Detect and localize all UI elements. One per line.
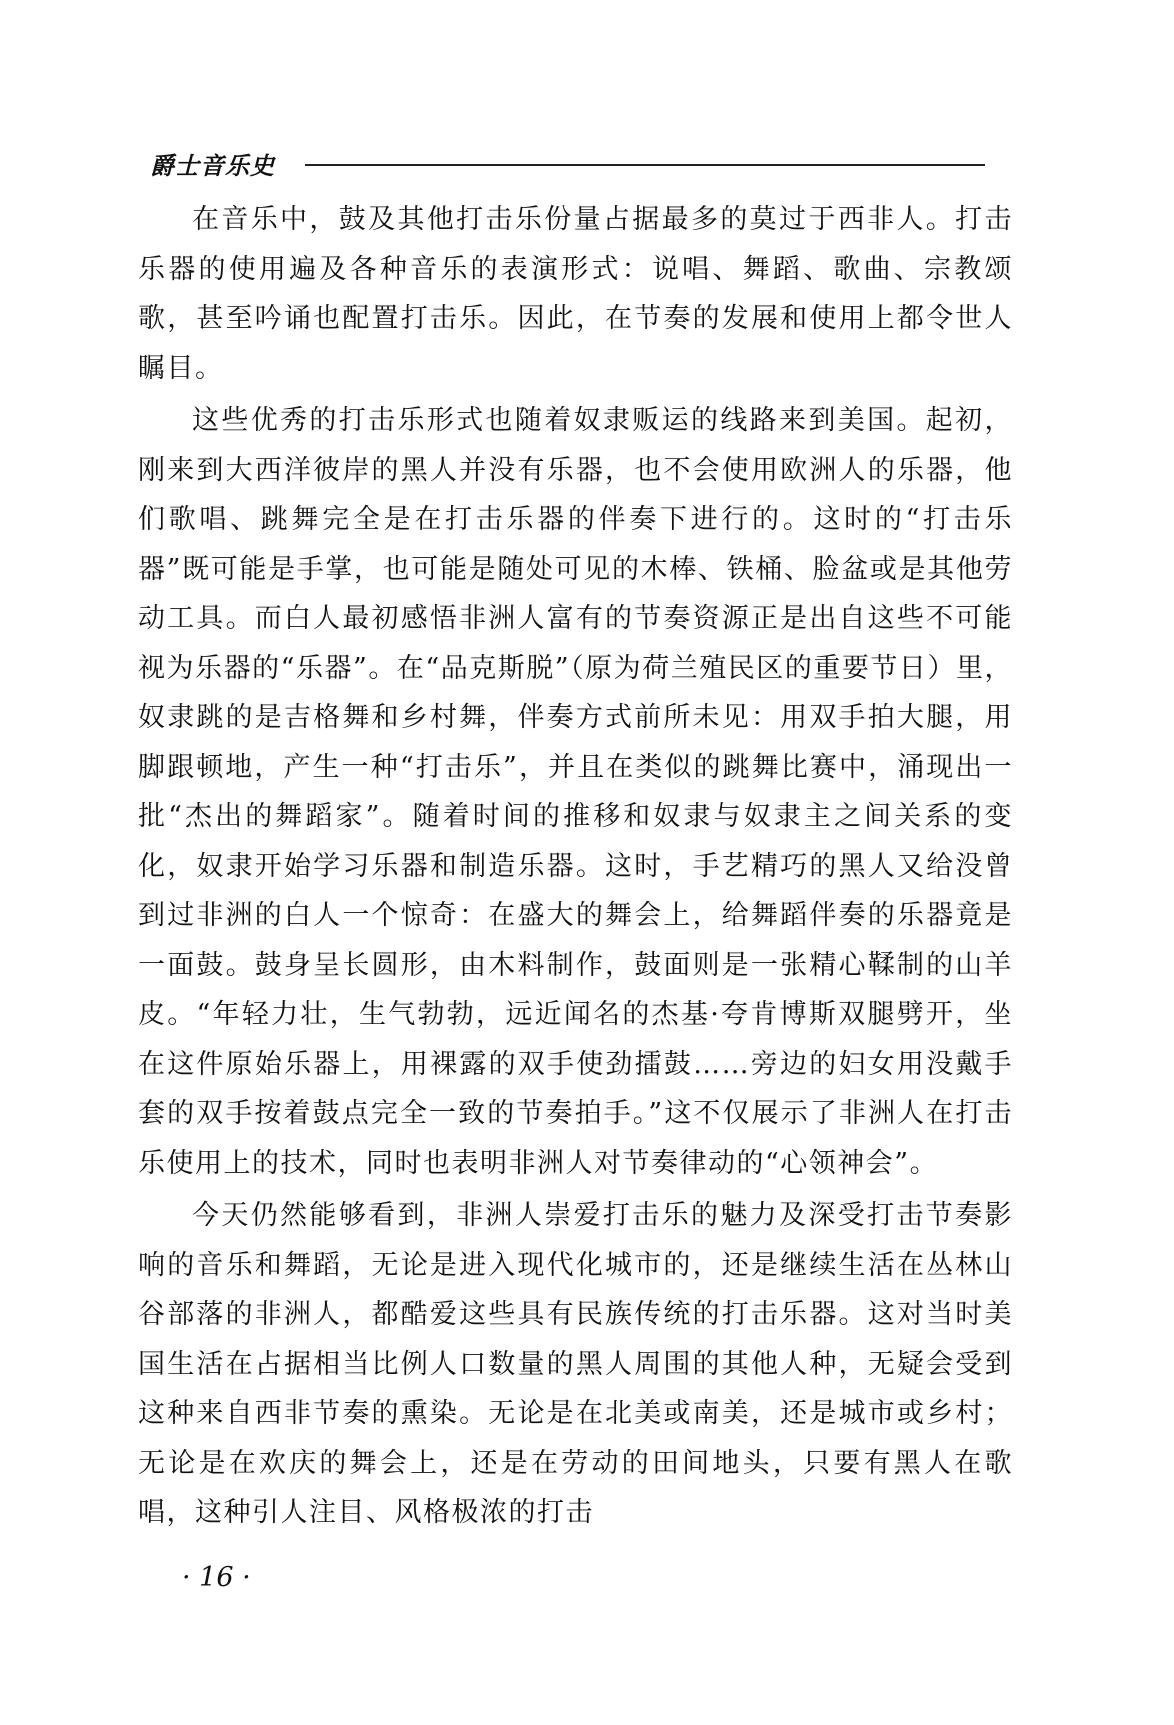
paragraph-2: 这些优秀的打击乐形式也随着奴隶贩运的线路来到美国。起初，刚来到大西洋彼岸的黑人并没有乐器，也不会使用欧洲人的乐器，他们歌唱、跳舞完全是在打击乐器的伴奏下进行的。这时的“打击乐器”既可能是手掌，也可能是随处可见的木棒、铁桶、脸盆或是其他劳动工具。而白人最初感悟非洲人富有的节奏资源正是出自这些不可能视为乐器的“乐器”。在“品克斯脱”（原为荷兰殖民区的重要节日）里，奴隶跳的是吉格舞和乡村舞，伴奏方式前所未见：用双手拍大腿，用脚跟顿地，产生一种“打击乐”，并且在类似的跳舞比赛中，涌现出一批“杰出的舞蹈家”。随着时间的推移和奴隶与奴隶主之间关系的变化，奴隶开始学习乐器和制造乐器。这时，手艺精巧的黑人又给没曾到过非洲的白人一个惊奇：在盛大的舞会上，给舞蹈伴奏的乐器竟是一面鼓。鼓身呈长圆形，由木料制作，鼓面则是一张精心鞣制的山羊皮。“年轻力壮，生气勃勃，远近闻名的杰基·夸肯博斯双腿劈开，坐在这件原始乐器上，用裸露的双手使劲擂鼓……旁边的妇女用没戴手套的双手按着鼓点完全一致的节奏拍手。”这不仅展示了非洲人在打击乐使用上的技术，同时也表明非洲人对节奏律动的“心领神会”。: [138, 405, 1013, 1179]
running-title: 爵士音乐史: [150, 150, 275, 180]
running-head: [150, 143, 985, 183]
body-text: [138, 195, 1013, 1541]
page-number: · 16 ·: [182, 1562, 251, 1593]
paragraph-1: 在音乐中，鼓及其他打击乐份量占据最多的莫过于西非人。打击乐器的使用遍及各种音乐的表演形式：说唱、舞蹈、歌曲、宗教颂歌，甚至吟诵也配置打击乐。因此，在节奏的发展和使用上都令世人瞩目。: [138, 204, 1013, 384]
header-rule: [305, 164, 985, 166]
paragraph-3: 今天仍然能够看到，非洲人崇爱打击乐的魅力及深受打击节奏影响的音乐和舞蹈，无论是进入现代化城市的，还是继续生活在丛林山谷部落的非洲人，都酷爱这些具有民族传统的打击乐器。这对当时美国生活在占据相当比例人口数量的黑人周围的其他人种，无疑会受到这种来自西非节奏的熏染。无论是在北美或南美，还是城市或乡村；无论是在欢庆的舞会上，还是在劳动的田间地头，只要有黑人在歌唱，这种引人注目、风格极浓的打击: [138, 1200, 1013, 1528]
